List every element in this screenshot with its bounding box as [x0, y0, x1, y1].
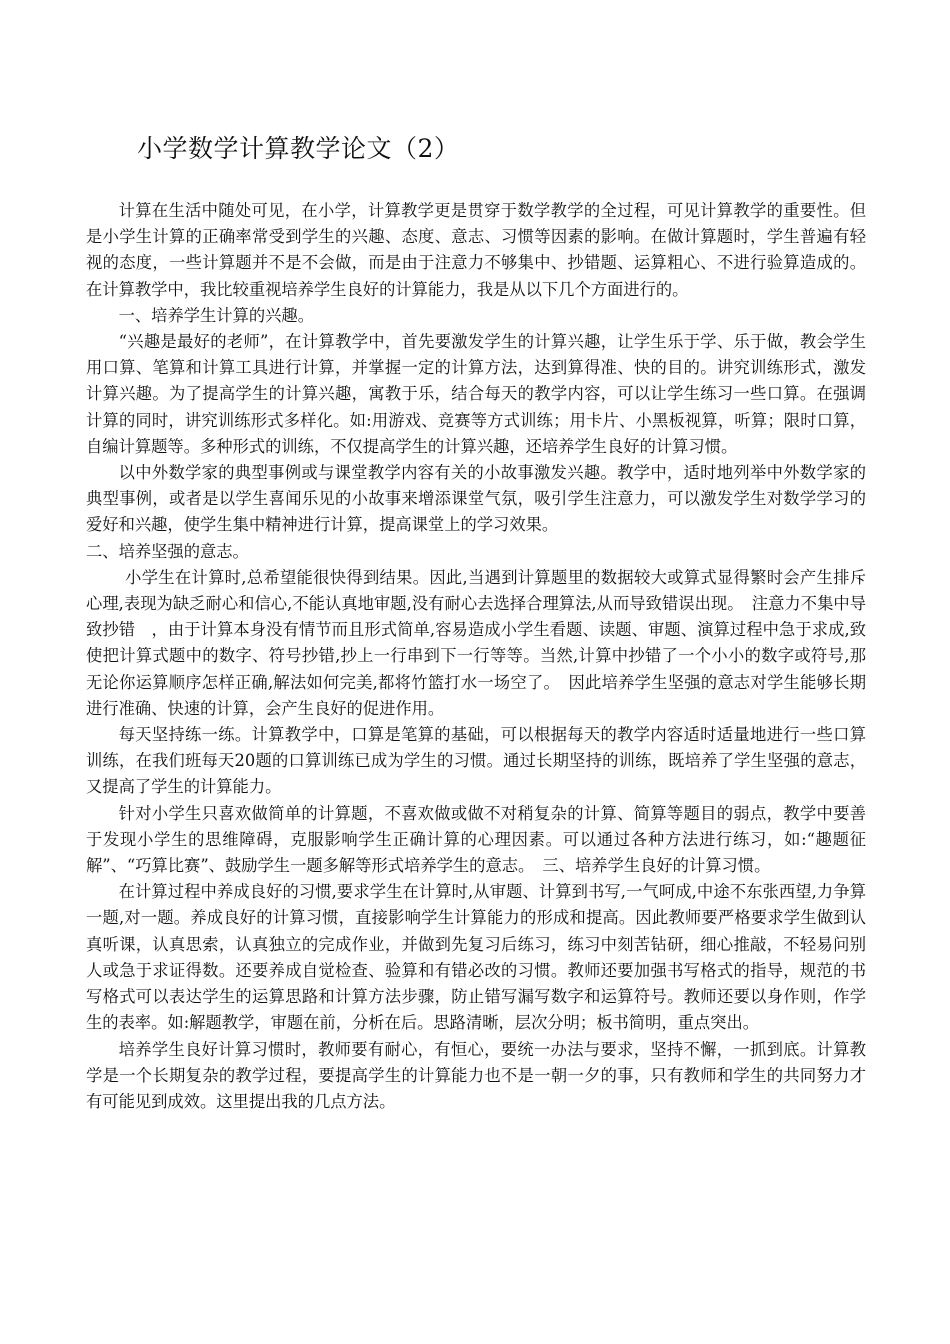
paragraph-mathematician-stories: 以中外数学家的典型事例或与课堂教学内容有关的小故事激发兴趣。教学中，适时地列举中外数学家的典型事例，或者是以学生喜闻乐见的小故事来增添课堂气氛，吸引学生注意力，可以激发学生对数学学习的爱好和兴趣，使学生集中精神进行计算，提高课堂上的学习效果。 [86, 463, 866, 535]
document-body [86, 198, 866, 1115]
heading-section-1: 一、培养学生计算的兴趣。 [118, 305, 314, 325]
heading-section-2: 二、培养坚强的意志。 [86, 541, 249, 561]
paragraph-interest: “兴趣是最好的老师”，在计算教学中，首先要激发学生的计算兴趣，让学生乐于学、乐于做，教会学生用口算、笔算和计算工具进行计算，并掌握一定的计算方法，达到算得准、快的目的。讲究训练形式，激发计算兴趣。为了提高学生的计算兴趣，寓教于乐，结合每天的教学内容，可以让学生练习一些口算。在强调计算的同时，讲究训练形式多样化。如:用游戏、竞赛等方式训练；用卡片、小黑板视算，听算；限时口算，自编计算题等。多种形式的训练，不仅提高学生的计算兴趣，还培养学生良好的计算习惯。 [86, 332, 866, 456]
paragraph-will: 小学生在计算时,总希望能很快得到结果。因此,当遇到计算题里的数据较大或算式显得繁时会产生排斥心理,表现为缺乏耐心和信心,不能认真地审题,没有耐心去选择合理算法,从而导致错误出现。 注意力不集中导致抄错 ，由于计算本身没有情节而且形式简单,容易造成小学生看题、读题、审题、演算过程中急于求成,致使把计算式题中的数字、符号抄错,抄上一行串到下一行等等。当然,计算中抄错了一个小小的数字或符号,那无论你运算顺序怎样正确,解法如何完美,都将竹篮打水一场空了。 因此培养学生坚强的意志对学生能够长期进行准确、快速的计算，会产生良好的促进作用。 [86, 567, 866, 718]
document-title: 小学数学计算教学论文（2） [137, 134, 460, 163]
paragraph-daily-practice: 每天坚持练一练。计算教学中，口算是笔算的基础，可以根据每天的教学内容适时适量地进行一些口算训练，在我们班每天20题的口算训练已成为学生的习惯。通过长期坚持的训练，既培养了学生坚强的意志，又提高了学生的计算能力。 [86, 725, 866, 797]
paragraph-conclusion: 培养学生良好计算习惯时，教师要有耐心，有恒心，要统一办法与要求，坚持不懈，一抓到底。计算教学是一个长期复杂的教学过程，要提高学生的计算能力也不是一朝一夕的事，只有教师和学生的共同努力才有可能见到成效。这里提出我的几点方法。 [86, 1039, 866, 1111]
paragraph-difficulties: 针对小学生只喜欢做简单的计算题，不喜欢做或做不对稍复杂的计算、简算等题目的弱点，教学中要善于发现小学生的思维障碍，克服影响学生正确计算的心理因素。可以通过各种方法进行练习，如:“趣题征解”、“巧算比赛”、鼓励学生一题多解等形式培养学生的意志。 三、培养学生良好的计算习惯。 [86, 803, 866, 876]
paragraph-intro: 计算在生活中随处可见，在小学，计算教学更是贯穿于数学教学的全过程，可见计算教学的重要性。但是小学生计算的正确率常受到学生的兴趣、态度、意志、习惯等因素的影响。在做计算题时，学生普遍有轻视的态度，一些计算题并不是不会做，而是由于注意力不够集中、抄错题、运算粗心、不进行验算造成的。在计算教学中，我比较重视培养学生良好的计算能力，我是从以下几个方面进行的。 [86, 201, 866, 299]
paragraph-habits: 在计算过程中养成良好的习惯,要求学生在计算时,从审题、计算到书写,一气呵成,中途不东张西望,力争算一题,对一题。养成良好的计算习惯，直接影响学生计算能力的形成和提高。因此教师要严格要求学生做到认真听课，认真思索，认真独立的完成作业，并做到先复习后练习，练习中刻苦钻研，细心推敲，不轻易问别人或急于求证得数。还要养成自觉检查、验算和有错必改的习惯。教师还要加强书写格式的指导，规范的书写格式可以表达学生的运算思路和计算方法步骤，防止错写漏写数字和运算符号。教师还要以身作则，作学生的表率。如:解题教学，审题在前，分析在后。思路清晰，层次分明；板书简明，重点突出。 [86, 882, 866, 1033]
